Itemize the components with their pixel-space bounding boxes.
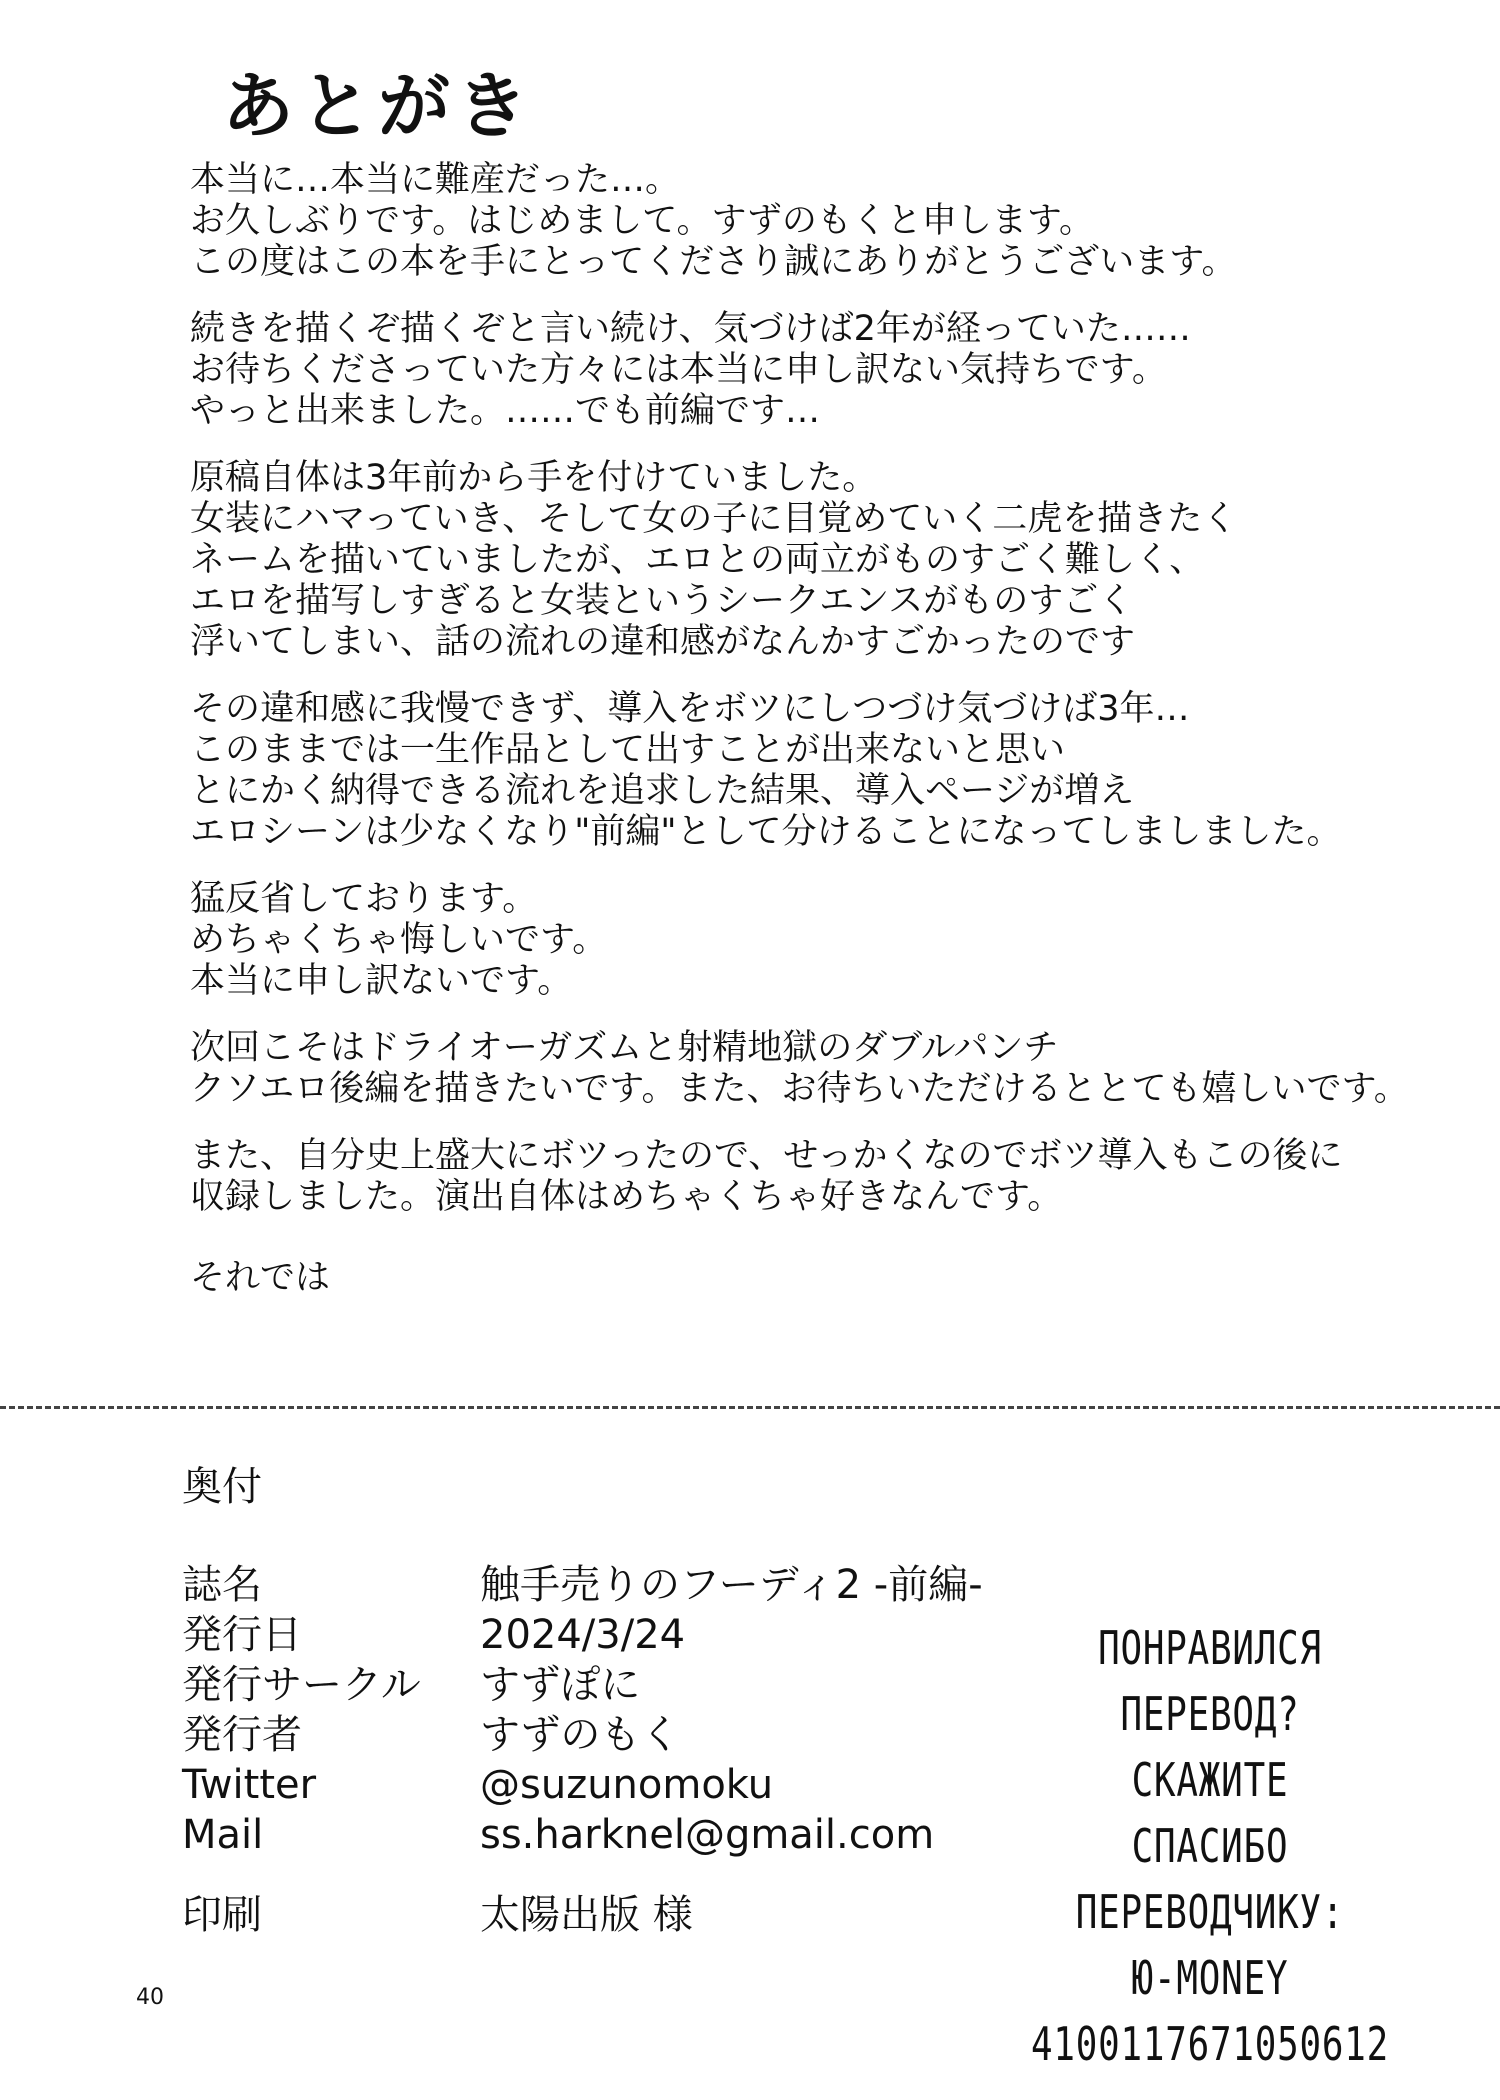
- afterword-closing: [190, 1258, 1410, 1299]
- afterword-title: あとがき: [222, 64, 535, 148]
- afterword-paragraph: [190, 1028, 1410, 1110]
- afterword-line: ネームを描いていましたが、エロとの両立がものすごく難しく、: [190, 540, 1205, 580]
- colophon-value: すずぽに: [480, 1662, 641, 1708]
- colophon-row-date: [182, 1610, 983, 1660]
- colophon-value: 2024/3/24: [480, 1612, 686, 1658]
- colophon-title: 奥付: [182, 1464, 262, 1510]
- afterword-line: 本当に申し訳ないです。: [190, 961, 573, 1001]
- afterword-line: 本当に…本当に難産だった…。: [190, 160, 681, 200]
- afterword-line: やっと出来ました。……でも前編です…: [190, 391, 821, 431]
- afterword-line: お久しぶりです。はじめまして。すずのもくと申します。: [190, 201, 1095, 241]
- afterword-line: このままでは一生作品として出すことが出来ないと思い: [190, 730, 1066, 770]
- afterword-line: 原稿自体は3年前から手を付けていました。: [190, 458, 878, 498]
- colophon-row-title: [182, 1560, 983, 1610]
- page-number: 40: [136, 1985, 164, 2010]
- afterword-line: 浮いてしまい、話の流れの違和感がなんかすごかったのです: [190, 622, 1136, 662]
- afterword-line: その違和感に我慢できず、導入をボツにしつづけ気づけば3年…: [190, 689, 1190, 729]
- afterword-paragraph: [190, 879, 1410, 1002]
- afterword-line: めちゃくちゃ悔しいです。: [190, 920, 608, 960]
- colophon-label: 誌名: [182, 1562, 262, 1608]
- translator-note-line: Ю-MONEY: [1131, 1951, 1289, 2005]
- colophon-row-mail: [182, 1810, 983, 1860]
- afterword-body: [190, 160, 1410, 1325]
- afterword-line: エロを描写しすぎると女装というシークエンスがものすごく: [190, 581, 1134, 621]
- afterword-line: エロシーンは少なくなり"前編"として分けることになってしましました。: [190, 812, 1342, 852]
- colophon-table: [182, 1560, 983, 1940]
- email-address[interactable]: ss.harknel@gmail.com: [480, 1812, 935, 1858]
- afterword-line: 女装にハマっていき、そして女の子に目覚めていく二虎を描きたく: [190, 499, 1238, 539]
- afterword-line: 収録しました。演出自体はめちゃくちゃ好きなんです。: [190, 1177, 1063, 1217]
- afterword-line: この度はこの本を手にとってくださり誠にありがとうございます。: [190, 242, 1237, 282]
- translator-note-line: ПОНРАВИЛСЯ: [1098, 1621, 1322, 1675]
- colophon-value: 触手売りのフーディ2 -前編-: [480, 1562, 983, 1608]
- afterword-line: また、自分史上盛大にボツったので、せっかくなのでボツ導入もこの後に: [190, 1136, 1343, 1176]
- colophon-label: 印刷: [182, 1892, 262, 1938]
- afterword-line: お待ちくださっていた方々には本当に申し訳ない気持ちです。: [190, 350, 1167, 390]
- afterword-paragraph: [190, 309, 1410, 432]
- translator-note-line: СПАСИБО: [1131, 1819, 1289, 1873]
- afterword-line: クソエロ後編を描きたいです。また、お待ちいただけるととても嬉しいです。: [190, 1069, 1409, 1109]
- colophon-label: 発行日: [182, 1612, 302, 1658]
- afterword-paragraph: [190, 1136, 1410, 1218]
- afterword-paragraph: [190, 689, 1410, 853]
- translator-note-line: ПЕРЕВОД?: [1120, 1687, 1300, 1741]
- afterword-line: それでは: [190, 1258, 331, 1298]
- colophon-label: 発行サークル: [182, 1662, 421, 1708]
- colophon-row-circle: [182, 1660, 983, 1710]
- translator-note-line: 4100117671050612: [1030, 2017, 1390, 2071]
- colophon-label: Mail: [182, 1812, 264, 1858]
- afterword-line: 猛反省しております。: [190, 879, 538, 919]
- colophon-label: 発行者: [182, 1712, 302, 1758]
- colophon-row-twitter: [182, 1760, 983, 1810]
- colophon-row-printer: [182, 1890, 983, 1940]
- afterword-line: 次回こそはドライオーガズムと射精地獄のダブルパンチ: [190, 1028, 1059, 1068]
- colophon-value: 太陽出版 様: [480, 1892, 693, 1938]
- dashed-divider: [0, 1406, 1500, 1409]
- afterword-line: とにかく納得できる流れを追求した結果、導入ページが増え: [190, 771, 1135, 811]
- afterword-line: 続きを描くぞ描くぞと言い続け、気づけば2年が経っていた……: [190, 309, 1191, 349]
- translator-note-line: ПЕРЕВОДЧИКУ:: [1075, 1885, 1345, 1939]
- twitter-handle[interactable]: @suzunomoku: [480, 1762, 774, 1808]
- translator-note-line: СКАЖИТЕ: [1131, 1753, 1289, 1807]
- colophon-label: Twitter: [182, 1762, 317, 1808]
- afterword-paragraph: [190, 160, 1410, 283]
- colophon-value: すずのもく: [480, 1712, 681, 1758]
- colophon-row-publisher: [182, 1710, 983, 1760]
- translator-note: [1015, 1615, 1405, 2077]
- afterword-paragraph: [190, 458, 1410, 663]
